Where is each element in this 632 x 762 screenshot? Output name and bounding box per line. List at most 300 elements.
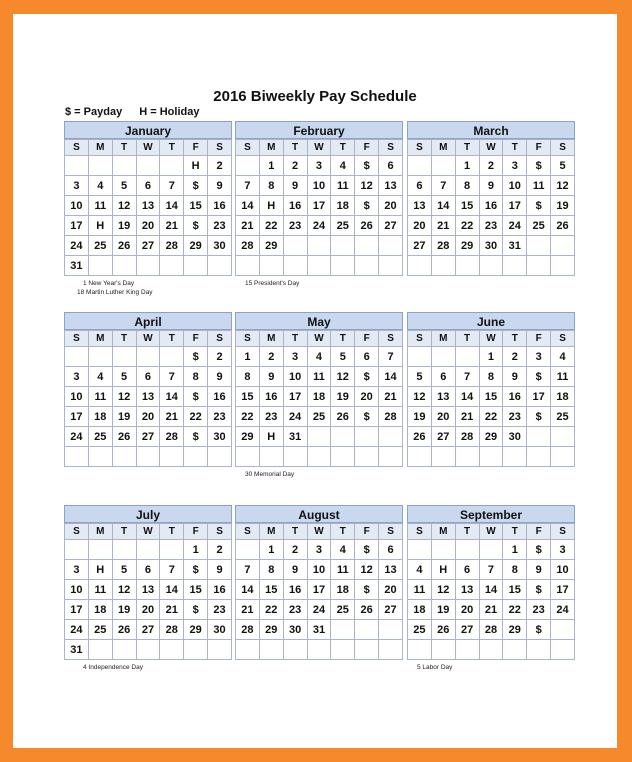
payday-cell: $ xyxy=(527,580,551,600)
holiday-cell: H xyxy=(88,216,112,236)
day-cell: 26 xyxy=(112,620,136,640)
weekday-header: W xyxy=(307,140,331,156)
month-table xyxy=(235,523,403,660)
weekday-header: T xyxy=(112,524,136,540)
day-cell xyxy=(136,640,160,660)
day-cell: 1 xyxy=(503,540,527,560)
weekday-header: M xyxy=(259,140,283,156)
day-cell: 26 xyxy=(112,236,136,256)
week-row xyxy=(65,580,232,600)
weekday-header: T xyxy=(503,331,527,347)
day-cell: 6 xyxy=(355,347,379,367)
day-cell: 22 xyxy=(455,216,479,236)
day-cell xyxy=(160,640,184,660)
payday-cell: $ xyxy=(355,580,379,600)
day-cell: 14 xyxy=(455,387,479,407)
weekday-header: F xyxy=(355,524,379,540)
day-cell xyxy=(88,347,112,367)
day-cell: 22 xyxy=(479,407,503,427)
payday-cell: $ xyxy=(184,387,208,407)
day-cell: 26 xyxy=(355,600,379,620)
day-cell: 19 xyxy=(112,407,136,427)
day-cell xyxy=(431,540,455,560)
weekday-header: S xyxy=(379,140,403,156)
weekday-header: M xyxy=(431,140,455,156)
month-table xyxy=(407,523,575,660)
holiday-note: 30 Memorial Day xyxy=(245,471,295,478)
day-cell: 25 xyxy=(331,600,355,620)
week-row xyxy=(408,447,575,467)
day-cell xyxy=(379,256,403,276)
week-row xyxy=(408,640,575,660)
day-cell: 5 xyxy=(408,367,432,387)
day-cell: 11 xyxy=(527,176,551,196)
day-cell xyxy=(527,640,551,660)
day-cell: 14 xyxy=(160,196,184,216)
day-cell: 21 xyxy=(160,216,184,236)
day-cell xyxy=(160,540,184,560)
day-cell: 12 xyxy=(431,580,455,600)
week-row xyxy=(236,640,403,660)
day-cell: 18 xyxy=(88,600,112,620)
weekday-header: F xyxy=(355,331,379,347)
day-cell: 15 xyxy=(479,387,503,407)
day-cell: 22 xyxy=(236,407,260,427)
day-cell: 22 xyxy=(503,600,527,620)
day-cell xyxy=(65,347,89,367)
weekday-header: S xyxy=(236,524,260,540)
day-cell: 16 xyxy=(283,196,307,216)
day-cell: 27 xyxy=(431,427,455,447)
day-cell: 14 xyxy=(379,367,403,387)
week-row xyxy=(65,640,232,660)
day-cell xyxy=(88,256,112,276)
weekday-header: T xyxy=(160,140,184,156)
weekday-header: S xyxy=(65,140,89,156)
holiday-note: 4 Independence Day xyxy=(83,664,143,671)
day-cell: 16 xyxy=(208,387,232,407)
weekday-header: T xyxy=(112,140,136,156)
day-cell xyxy=(283,256,307,276)
weekday-header: T xyxy=(455,524,479,540)
day-cell xyxy=(408,156,432,176)
week-row xyxy=(408,196,575,216)
day-cell xyxy=(355,256,379,276)
month-calendar-june xyxy=(407,312,575,467)
day-cell xyxy=(527,427,551,447)
day-cell: 27 xyxy=(408,236,432,256)
weekday-header: S xyxy=(408,140,432,156)
day-cell: 22 xyxy=(259,216,283,236)
day-cell: 3 xyxy=(307,156,331,176)
day-cell xyxy=(112,540,136,560)
day-cell: 1 xyxy=(259,156,283,176)
day-cell: 13 xyxy=(408,196,432,216)
day-cell: 26 xyxy=(112,427,136,447)
weekday-header: F xyxy=(527,524,551,540)
payday-cell: $ xyxy=(355,156,379,176)
day-cell: 1 xyxy=(259,540,283,560)
day-cell: 2 xyxy=(503,347,527,367)
day-cell: 13 xyxy=(136,196,160,216)
day-cell xyxy=(160,256,184,276)
day-cell: 18 xyxy=(551,387,575,407)
day-cell xyxy=(331,256,355,276)
day-cell: 13 xyxy=(455,580,479,600)
day-cell: 6 xyxy=(136,367,160,387)
day-cell: 25 xyxy=(307,407,331,427)
month-title: May xyxy=(235,312,403,330)
day-cell xyxy=(65,540,89,560)
month-calendar-january xyxy=(64,121,232,276)
day-cell: 9 xyxy=(259,367,283,387)
holiday-cell: H xyxy=(88,560,112,580)
day-cell: 1 xyxy=(236,347,260,367)
day-cell: 30 xyxy=(283,620,307,640)
day-cell xyxy=(283,447,307,467)
payday-cell: $ xyxy=(527,540,551,560)
day-cell: 11 xyxy=(551,367,575,387)
holiday-notes xyxy=(77,279,153,297)
payday-cell: $ xyxy=(184,600,208,620)
holiday-note: 1 New Year's Day xyxy=(83,280,135,287)
day-cell: 14 xyxy=(236,196,260,216)
week-row xyxy=(65,347,232,367)
day-cell: 23 xyxy=(208,600,232,620)
weekday-header: W xyxy=(479,140,503,156)
day-cell xyxy=(551,427,575,447)
weekday-header: M xyxy=(259,524,283,540)
day-cell: 2 xyxy=(208,540,232,560)
month-calendar-september xyxy=(407,505,575,660)
day-cell xyxy=(236,640,260,660)
weekday-header: S xyxy=(551,524,575,540)
day-cell: 18 xyxy=(408,600,432,620)
day-cell: 25 xyxy=(527,216,551,236)
week-row xyxy=(65,387,232,407)
day-cell: 9 xyxy=(527,560,551,580)
week-row xyxy=(65,156,232,176)
day-cell: 16 xyxy=(208,196,232,216)
day-cell: 18 xyxy=(307,387,331,407)
payday-cell: $ xyxy=(184,216,208,236)
day-cell: 21 xyxy=(236,600,260,620)
day-cell: 28 xyxy=(160,236,184,256)
day-cell: 12 xyxy=(355,176,379,196)
weekday-header: T xyxy=(455,331,479,347)
day-cell xyxy=(355,447,379,467)
month-calendar-april xyxy=(64,312,232,467)
day-cell: 1 xyxy=(184,540,208,560)
day-cell: 23 xyxy=(259,407,283,427)
week-row xyxy=(408,540,575,560)
week-row xyxy=(236,447,403,467)
day-cell: 5 xyxy=(112,176,136,196)
day-cell: 28 xyxy=(379,407,403,427)
day-cell xyxy=(527,256,551,276)
day-cell: 11 xyxy=(307,367,331,387)
day-cell xyxy=(503,640,527,660)
weekday-header: M xyxy=(88,524,112,540)
week-row xyxy=(65,407,232,427)
weekday-header: T xyxy=(455,140,479,156)
day-cell xyxy=(208,256,232,276)
day-cell: 16 xyxy=(479,196,503,216)
day-cell: 26 xyxy=(551,216,575,236)
day-cell: 21 xyxy=(160,407,184,427)
day-cell: 9 xyxy=(503,367,527,387)
day-cell: 29 xyxy=(259,236,283,256)
day-cell xyxy=(65,447,89,467)
weekday-header: S xyxy=(65,331,89,347)
day-cell: 20 xyxy=(379,196,403,216)
day-cell: 29 xyxy=(259,620,283,640)
day-cell: 7 xyxy=(455,367,479,387)
day-cell: 20 xyxy=(355,387,379,407)
week-row xyxy=(236,216,403,236)
day-cell: 15 xyxy=(236,387,260,407)
holiday-cell: H xyxy=(431,560,455,580)
day-cell: 17 xyxy=(65,407,89,427)
day-cell: 18 xyxy=(331,580,355,600)
payday-cell: $ xyxy=(184,560,208,580)
week-row xyxy=(65,600,232,620)
day-cell xyxy=(307,427,331,447)
day-cell: 20 xyxy=(136,216,160,236)
day-cell: 9 xyxy=(208,367,232,387)
day-cell: 5 xyxy=(112,367,136,387)
day-cell xyxy=(136,156,160,176)
day-cell: 10 xyxy=(283,367,307,387)
day-cell: 7 xyxy=(160,560,184,580)
week-row xyxy=(65,427,232,447)
day-cell xyxy=(455,447,479,467)
day-cell: 17 xyxy=(283,387,307,407)
week-row xyxy=(236,236,403,256)
day-cell xyxy=(136,540,160,560)
day-cell: 23 xyxy=(527,600,551,620)
day-cell: 15 xyxy=(184,580,208,600)
weekday-header: T xyxy=(112,331,136,347)
day-cell: 6 xyxy=(379,540,403,560)
holiday-cell: H xyxy=(259,196,283,216)
day-cell xyxy=(379,620,403,640)
day-cell: 2 xyxy=(283,540,307,560)
month-title: August xyxy=(235,505,403,523)
day-cell: 6 xyxy=(455,560,479,580)
day-cell xyxy=(236,256,260,276)
day-cell xyxy=(259,640,283,660)
day-cell xyxy=(208,640,232,660)
week-row xyxy=(236,540,403,560)
day-cell xyxy=(379,427,403,447)
weekday-header: F xyxy=(184,331,208,347)
week-row xyxy=(236,600,403,620)
week-row xyxy=(408,580,575,600)
weekday-header: F xyxy=(527,140,551,156)
day-cell xyxy=(88,540,112,560)
day-cell: 9 xyxy=(479,176,503,196)
weekday-header: F xyxy=(355,140,379,156)
day-cell: 6 xyxy=(379,156,403,176)
day-cell: 8 xyxy=(259,560,283,580)
weekday-header: M xyxy=(431,524,455,540)
day-cell: 24 xyxy=(551,600,575,620)
day-cell: 17 xyxy=(551,580,575,600)
day-cell: 21 xyxy=(379,387,403,407)
day-cell: 4 xyxy=(551,347,575,367)
day-cell xyxy=(112,447,136,467)
day-cell xyxy=(136,256,160,276)
day-cell: 23 xyxy=(479,216,503,236)
day-cell: 7 xyxy=(479,560,503,580)
month-title: June xyxy=(407,312,575,330)
week-row xyxy=(236,156,403,176)
day-cell xyxy=(160,447,184,467)
week-row xyxy=(65,236,232,256)
day-cell: 8 xyxy=(479,367,503,387)
day-cell: 17 xyxy=(65,216,89,236)
day-cell: 31 xyxy=(65,640,89,660)
day-cell: 8 xyxy=(236,367,260,387)
holiday-notes xyxy=(417,663,452,672)
day-cell xyxy=(431,256,455,276)
day-cell: 3 xyxy=(527,347,551,367)
month-calendar-may xyxy=(235,312,403,467)
week-row xyxy=(236,620,403,640)
day-cell: 2 xyxy=(479,156,503,176)
day-cell: 8 xyxy=(455,176,479,196)
day-cell: 10 xyxy=(551,560,575,580)
day-cell: 23 xyxy=(283,216,307,236)
day-cell: 13 xyxy=(136,387,160,407)
day-cell: 15 xyxy=(455,196,479,216)
day-cell xyxy=(379,236,403,256)
legend xyxy=(65,106,199,118)
day-cell: 11 xyxy=(88,580,112,600)
day-cell: 30 xyxy=(479,236,503,256)
day-cell: 13 xyxy=(379,176,403,196)
day-cell: 4 xyxy=(408,560,432,580)
weekday-header: W xyxy=(307,524,331,540)
day-cell xyxy=(551,256,575,276)
day-cell: 17 xyxy=(527,387,551,407)
week-row xyxy=(408,347,575,367)
day-cell xyxy=(551,236,575,256)
day-cell: 29 xyxy=(236,427,260,447)
day-cell: 24 xyxy=(307,600,331,620)
day-cell: 6 xyxy=(136,560,160,580)
weekday-header: S xyxy=(208,140,232,156)
day-cell: 5 xyxy=(331,347,355,367)
month-title: July xyxy=(64,505,232,523)
day-cell: 2 xyxy=(283,156,307,176)
day-cell: 12 xyxy=(331,367,355,387)
day-cell xyxy=(408,347,432,367)
day-cell: 11 xyxy=(88,196,112,216)
legend-holiday: H = Holiday xyxy=(139,106,200,118)
weekday-header: W xyxy=(479,331,503,347)
month-title: March xyxy=(407,121,575,139)
day-cell: 31 xyxy=(283,427,307,447)
week-row xyxy=(408,427,575,447)
day-cell xyxy=(259,256,283,276)
day-cell: 18 xyxy=(88,407,112,427)
holiday-notes xyxy=(77,663,143,672)
day-cell: 28 xyxy=(455,427,479,447)
month-table xyxy=(407,330,575,467)
day-cell: 28 xyxy=(431,236,455,256)
day-cell: 17 xyxy=(503,196,527,216)
weekday-header: S xyxy=(208,331,232,347)
week-row xyxy=(408,560,575,580)
day-cell xyxy=(331,427,355,447)
week-row xyxy=(236,560,403,580)
day-cell: 10 xyxy=(307,176,331,196)
day-cell: 16 xyxy=(208,580,232,600)
weekday-header: W xyxy=(479,524,503,540)
weekday-header: S xyxy=(236,140,260,156)
weekday-header: S xyxy=(65,524,89,540)
month-calendar-march xyxy=(407,121,575,276)
page-title: 2016 Biweekly Pay Schedule xyxy=(213,88,417,105)
month-table xyxy=(64,139,232,276)
holiday-cell: H xyxy=(184,156,208,176)
day-cell: 12 xyxy=(355,560,379,580)
day-cell: 28 xyxy=(160,427,184,447)
day-cell: 11 xyxy=(408,580,432,600)
day-cell xyxy=(379,640,403,660)
day-cell: 6 xyxy=(408,176,432,196)
holiday-notes xyxy=(245,470,294,479)
day-cell: 2 xyxy=(208,347,232,367)
day-cell: 27 xyxy=(136,620,160,640)
day-cell: 22 xyxy=(259,600,283,620)
day-cell: 7 xyxy=(236,176,260,196)
day-cell: 27 xyxy=(136,427,160,447)
day-cell: 20 xyxy=(136,600,160,620)
day-cell: 13 xyxy=(136,580,160,600)
day-cell: 29 xyxy=(503,620,527,640)
day-cell: 28 xyxy=(479,620,503,640)
week-row xyxy=(65,216,232,236)
weekday-header: T xyxy=(331,524,355,540)
day-cell xyxy=(259,447,283,467)
day-cell: 16 xyxy=(503,387,527,407)
day-cell xyxy=(112,156,136,176)
day-cell xyxy=(431,447,455,467)
day-cell: 3 xyxy=(503,156,527,176)
payday-cell: $ xyxy=(527,620,551,640)
day-cell: 13 xyxy=(431,387,455,407)
month-table xyxy=(64,330,232,467)
day-cell: 3 xyxy=(65,176,89,196)
day-cell: 11 xyxy=(88,387,112,407)
day-cell: 23 xyxy=(283,600,307,620)
day-cell xyxy=(88,447,112,467)
week-row xyxy=(408,620,575,640)
day-cell: 20 xyxy=(136,407,160,427)
week-row xyxy=(408,176,575,196)
day-cell: 12 xyxy=(551,176,575,196)
weekday-header: T xyxy=(503,524,527,540)
day-cell: 10 xyxy=(65,580,89,600)
day-cell: 12 xyxy=(112,580,136,600)
day-cell xyxy=(355,640,379,660)
day-cell: 29 xyxy=(184,236,208,256)
day-cell: 14 xyxy=(160,387,184,407)
day-cell: 21 xyxy=(479,600,503,620)
